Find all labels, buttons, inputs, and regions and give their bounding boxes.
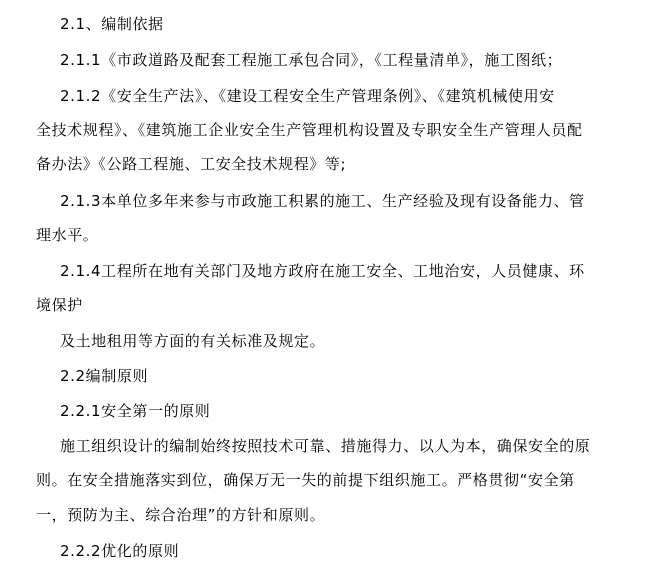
paragraph-line: 施工组织设计的编制始终按照技术可靠、措施得力、以人为本，确保安全的原 bbox=[60, 437, 591, 455]
paragraph-line: 及土地租用等方面的有关标准及规定。 bbox=[60, 332, 326, 350]
subsection-heading-2-2-2: 2.2.2优化的原则 bbox=[60, 542, 180, 560]
paragraph-line: 2.1.3本单位多年来参与市政施工积累的施工、生产经验及现有设备能力、管 bbox=[60, 192, 585, 210]
paragraph-line: 全技术规程》、《建筑施工企业安全生产管理机构设置及专职安全生产管理人员配 bbox=[36, 121, 583, 139]
paragraph-line: 2.1.2《安全生产法》、《建设工程安全生产管理条例》、《建筑机械使用安 bbox=[60, 87, 555, 105]
paragraph-line: 2.1.1《市政道路及配套工程施工承包合同》，《工程量清单》，施工图纸； bbox=[60, 51, 563, 69]
section-heading-2-2: 2.2编制原则 bbox=[60, 367, 149, 385]
paragraph-line: 则。在安全措施落实到位，确保万无一失的前提下组织施工。严格贯彻“安全第 bbox=[36, 471, 575, 489]
paragraph-line: 理水平。 bbox=[36, 226, 99, 244]
paragraph-line: 备办法》《公路工程施、工安全技术规程》等; bbox=[36, 155, 347, 173]
paragraph-line: 一，预防为主、综合治理”的方针和原则。 bbox=[36, 506, 326, 524]
paragraph-line: 2.1.4工程所在地有关部门及地方政府在施工安全、工地治安，人员健康、环 bbox=[60, 262, 585, 280]
section-heading-2-1: 2.1、编制依据 bbox=[60, 15, 164, 33]
subsection-heading-2-2-1: 2.2.1安全第一的原则 bbox=[60, 402, 211, 420]
paragraph-line: 境保护 bbox=[36, 296, 83, 314]
